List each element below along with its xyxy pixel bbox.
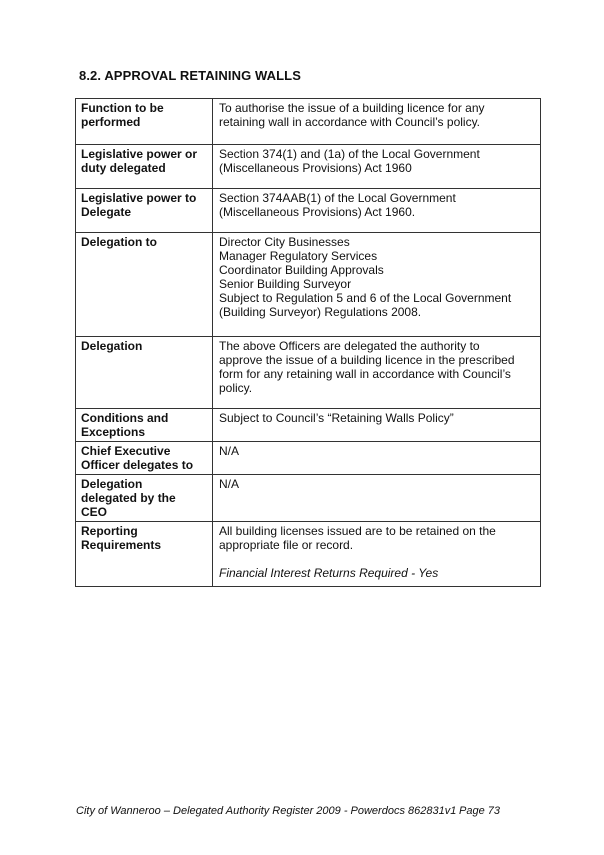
label-line: Delegation	[81, 477, 143, 491]
value-line: (Miscellaneous Provisions) Act 1960	[219, 161, 412, 175]
label-line: Exceptions	[81, 425, 146, 439]
value-line: appropriate file or record.	[219, 538, 354, 552]
value-line: policy.	[219, 381, 253, 395]
value-line: Section 374AAB(1) of the Local Government	[219, 191, 456, 205]
value-line: N/A	[219, 444, 240, 458]
table-row	[76, 99, 541, 145]
table-row	[76, 337, 541, 409]
table-row	[76, 409, 541, 442]
section-heading: 8.2. APPROVAL RETAINING WALLS	[79, 68, 301, 83]
spacer	[219, 552, 535, 566]
table-row	[76, 442, 541, 475]
label-line: duty delegated	[81, 161, 166, 175]
row-value	[213, 442, 541, 475]
label-line: Delegation	[81, 339, 143, 353]
value-line: Section 374(1) and (1a) of the Local Government	[219, 147, 480, 161]
value-line: To authorise the issue of a building licence for any	[219, 101, 485, 115]
row-value	[213, 522, 541, 587]
footer-text: City of Wanneroo – Delegated Authority Register 2009 - Powerdocs 862831v1	[76, 805, 457, 817]
table-row	[76, 189, 541, 233]
label-line: performed	[81, 115, 141, 129]
label-line: Chief Executive	[81, 444, 171, 458]
row-label	[76, 409, 213, 442]
label-line: Conditions and	[81, 411, 169, 425]
value-line: The above Officers are delegated the authority to	[219, 339, 480, 353]
label-line: Officer delegates to	[81, 458, 194, 472]
label-line: Requirements	[81, 538, 162, 552]
row-label	[76, 233, 213, 337]
table-row	[76, 145, 541, 189]
label-line: Function to be	[81, 101, 164, 115]
row-value	[213, 99, 541, 145]
value-line: All building licenses issued are to be retained on the	[219, 524, 496, 538]
value-line: Director City Businesses	[219, 235, 350, 249]
row-label	[76, 189, 213, 233]
financial-interest-note: Financial Interest Returns Required - Yes	[219, 566, 439, 580]
value-line: Subject to Regulation 5 and 6 of the Local Government	[219, 291, 512, 305]
row-label	[76, 442, 213, 475]
row-label	[76, 522, 213, 587]
row-value	[213, 145, 541, 189]
table-row	[76, 522, 541, 587]
value-line: N/A	[219, 477, 240, 491]
row-label	[76, 475, 213, 522]
value-line: Coordinator Building Approvals	[219, 263, 384, 277]
label-line: Reporting	[81, 524, 138, 538]
row-label	[76, 99, 213, 145]
value-line: (Miscellaneous Provisions) Act 1960.	[219, 205, 416, 219]
label-line: CEO	[81, 505, 108, 519]
row-value	[213, 189, 541, 233]
value-line: form for any retaining wall in accordance with Council’s	[219, 367, 511, 381]
row-value	[213, 337, 541, 409]
label-line: Delegate	[81, 205, 132, 219]
label-line: Legislative power to	[81, 191, 197, 205]
row-value	[213, 475, 541, 522]
row-value	[213, 409, 541, 442]
table-row	[76, 475, 541, 522]
value-line: (Building Surveyor) Regulations 2008.	[219, 305, 422, 319]
page-number: Page 73	[459, 805, 500, 817]
label-line: delegated by the	[81, 491, 176, 505]
label-line: Legislative power or	[81, 147, 198, 161]
delegation-table	[75, 98, 541, 587]
value-line: approve the issue of a building licence in the prescribed	[219, 353, 515, 367]
value-line: Senior Building Surveyor	[219, 277, 352, 291]
row-value	[213, 233, 541, 337]
row-label	[76, 145, 213, 189]
value-line: Manager Regulatory Services	[219, 249, 378, 263]
table-row	[76, 233, 541, 337]
value-line: retaining wall in accordance with Council’s policy.	[219, 115, 481, 129]
row-label	[76, 337, 213, 409]
label-line: Delegation to	[81, 235, 158, 249]
value-line: Subject to Council’s “Retaining Walls Policy”	[219, 411, 454, 425]
